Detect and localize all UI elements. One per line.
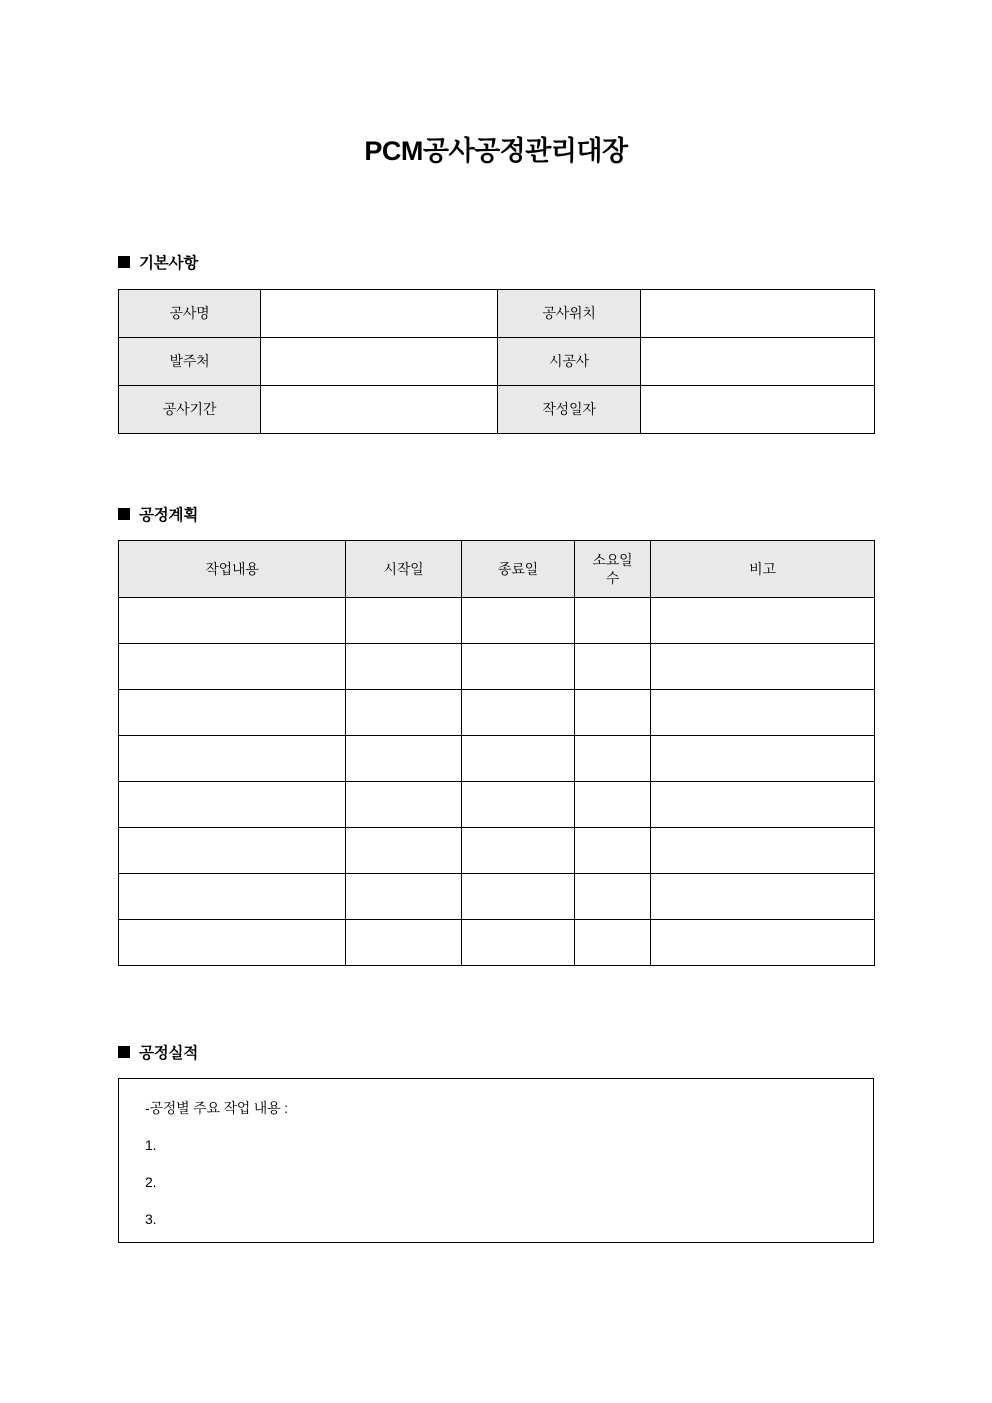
- square-bullet-icon: [118, 1046, 130, 1058]
- cell-task[interactable]: [119, 920, 346, 966]
- cell-remarks[interactable]: [651, 690, 875, 736]
- cell-duration-days[interactable]: [575, 920, 651, 966]
- cell-duration-days[interactable]: [575, 598, 651, 644]
- table-row: [119, 782, 875, 828]
- cell-end-date[interactable]: [462, 874, 575, 920]
- field-value-client[interactable]: [261, 338, 498, 386]
- column-header-duration-line2: 수: [605, 570, 620, 586]
- square-bullet-icon: [118, 508, 130, 520]
- cell-start-date[interactable]: [346, 782, 462, 828]
- cell-end-date[interactable]: [462, 644, 575, 690]
- schedule-plan-table: [118, 540, 875, 966]
- table-row: [119, 338, 875, 386]
- table-row: [119, 386, 875, 434]
- cell-remarks[interactable]: [651, 644, 875, 690]
- section-heading-label: 공정실적: [139, 1045, 199, 1062]
- field-label-written-date: 작성일자: [498, 386, 641, 434]
- cell-end-date[interactable]: [462, 690, 575, 736]
- cell-end-date[interactable]: [462, 828, 575, 874]
- cell-start-date[interactable]: [346, 736, 462, 782]
- cell-task[interactable]: [119, 736, 346, 782]
- column-header-duration-days: [575, 541, 651, 598]
- field-value-project-location[interactable]: [641, 290, 875, 338]
- cell-start-date[interactable]: [346, 874, 462, 920]
- cell-start-date[interactable]: [346, 690, 462, 736]
- column-header-task: 작업내용: [119, 541, 346, 598]
- basic-info-table: [118, 289, 875, 434]
- cell-end-date[interactable]: [462, 782, 575, 828]
- page-title: PCM공사공정관리대장: [364, 136, 628, 166]
- cell-task[interactable]: [119, 644, 346, 690]
- cell-task[interactable]: [119, 874, 346, 920]
- field-label-project-location: 공사위치: [498, 290, 641, 338]
- cell-duration-days[interactable]: [575, 736, 651, 782]
- cell-remarks[interactable]: [651, 874, 875, 920]
- table-row: [119, 690, 875, 736]
- field-value-written-date[interactable]: [641, 386, 875, 434]
- cell-start-date[interactable]: [346, 598, 462, 644]
- table-row: [119, 644, 875, 690]
- section-heading-schedule-plan: [118, 503, 198, 525]
- table-row: [119, 598, 875, 644]
- section-heading-basic-info: [118, 251, 198, 273]
- square-bullet-icon: [118, 256, 130, 268]
- field-value-contractor[interactable]: [641, 338, 875, 386]
- cell-duration-days[interactable]: [575, 782, 651, 828]
- cell-start-date[interactable]: [346, 920, 462, 966]
- cell-task[interactable]: [119, 828, 346, 874]
- cell-remarks[interactable]: [651, 736, 875, 782]
- cell-remarks[interactable]: [651, 782, 875, 828]
- table-row: [119, 874, 875, 920]
- field-value-construction-period[interactable]: [261, 386, 498, 434]
- cell-duration-days[interactable]: [575, 644, 651, 690]
- field-label-contractor: 시공사: [498, 338, 641, 386]
- table-header-row: [119, 541, 875, 598]
- column-header-duration-line1: 소요일: [592, 551, 633, 568]
- field-label-client: 발주처: [119, 338, 261, 386]
- result-line-3[interactable]: 3.: [145, 1211, 157, 1227]
- table-row: [119, 290, 875, 338]
- column-header-remarks: 비고: [651, 541, 875, 598]
- section-heading-label: 공정계획: [139, 507, 199, 524]
- progress-results-textbox[interactable]: [118, 1078, 874, 1243]
- field-label-construction-period: 공사기간: [119, 386, 261, 434]
- cell-task[interactable]: [119, 690, 346, 736]
- field-label-project-name: 공사명: [119, 290, 261, 338]
- result-line-1[interactable]: 1.: [145, 1137, 157, 1153]
- cell-duration-days[interactable]: [575, 828, 651, 874]
- field-value-project-name[interactable]: [261, 290, 498, 338]
- cell-start-date[interactable]: [346, 828, 462, 874]
- section-heading-progress-results: [118, 1041, 198, 1063]
- cell-task[interactable]: [119, 598, 346, 644]
- cell-remarks[interactable]: [651, 920, 875, 966]
- column-header-start-date: 시작일: [346, 541, 462, 598]
- table-row: [119, 828, 875, 874]
- result-line-2[interactable]: 2.: [145, 1174, 157, 1190]
- cell-duration-days[interactable]: [575, 690, 651, 736]
- table-row: [119, 736, 875, 782]
- table-row: [119, 920, 875, 966]
- cell-end-date[interactable]: [462, 736, 575, 782]
- cell-end-date[interactable]: [462, 920, 575, 966]
- column-header-end-date: 종료일: [462, 541, 575, 598]
- cell-remarks[interactable]: [651, 828, 875, 874]
- cell-task[interactable]: [119, 782, 346, 828]
- cell-remarks[interactable]: [651, 598, 875, 644]
- cell-end-date[interactable]: [462, 598, 575, 644]
- cell-start-date[interactable]: [346, 644, 462, 690]
- cell-duration-days[interactable]: [575, 874, 651, 920]
- result-line-prompt: -공정별 주요 작업 내용 :: [145, 1100, 288, 1116]
- section-heading-label: 기본사항: [139, 255, 199, 272]
